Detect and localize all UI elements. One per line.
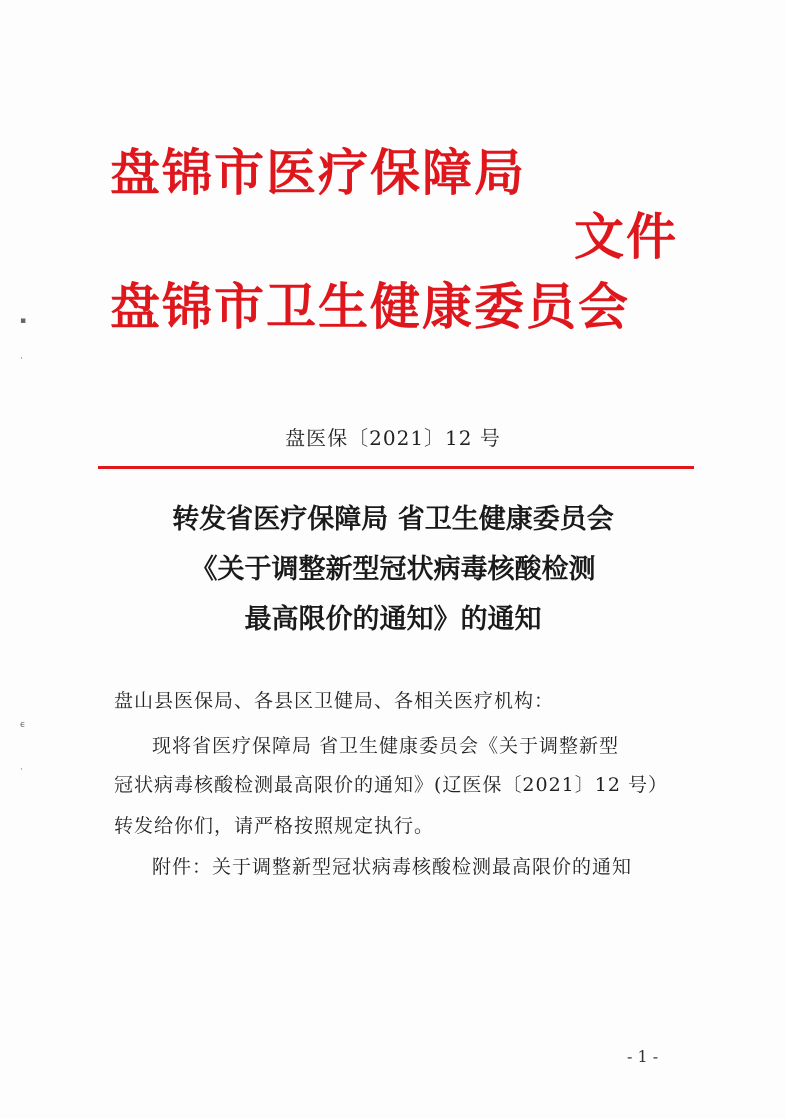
red-divider-line bbox=[98, 466, 694, 469]
body-paragraph-line-3: 转发给你们，请严格按照规定执行。 bbox=[114, 815, 435, 837]
issuer-name-health-commission: 盘锦市卫生健康委员会 bbox=[110, 278, 630, 336]
page-number: - 1 - bbox=[627, 1047, 659, 1066]
scan-artifact-mark: ▪ bbox=[20, 316, 27, 326]
recipients-line: 盘山县医保局、各县区卫健局、各相关医疗机构： bbox=[114, 690, 555, 712]
document-number: 盘医保〔2021〕12 号 bbox=[285, 426, 501, 450]
document-type-label: 文件 bbox=[574, 208, 678, 266]
scan-artifact-mark: · bbox=[20, 765, 23, 775]
document-title-line-1: 转发省医疗保障局 省卫生健康委员会 bbox=[172, 504, 614, 535]
body-paragraph-line-1: 现将省医疗保障局 省卫生健康委员会《关于调整新型 bbox=[152, 735, 620, 757]
scan-artifact-mark: ϵ bbox=[20, 720, 26, 730]
document-title-line-3: 最高限价的通知》的通知 bbox=[244, 604, 542, 635]
attachment-line: 附件：关于调整新型冠状病毒核酸检测最高限价的通知 bbox=[152, 856, 633, 878]
document-title-line-2: 《关于调整新型冠状病毒核酸检测 bbox=[190, 554, 596, 585]
scan-artifact-mark: · bbox=[20, 354, 23, 364]
issuer-name-medical-security: 盘锦市医疗保障局 bbox=[110, 144, 526, 202]
body-paragraph-line-2: 冠状病毒核酸检测最高限价的通知》(辽医保〔2021〕12 号） bbox=[114, 774, 668, 796]
